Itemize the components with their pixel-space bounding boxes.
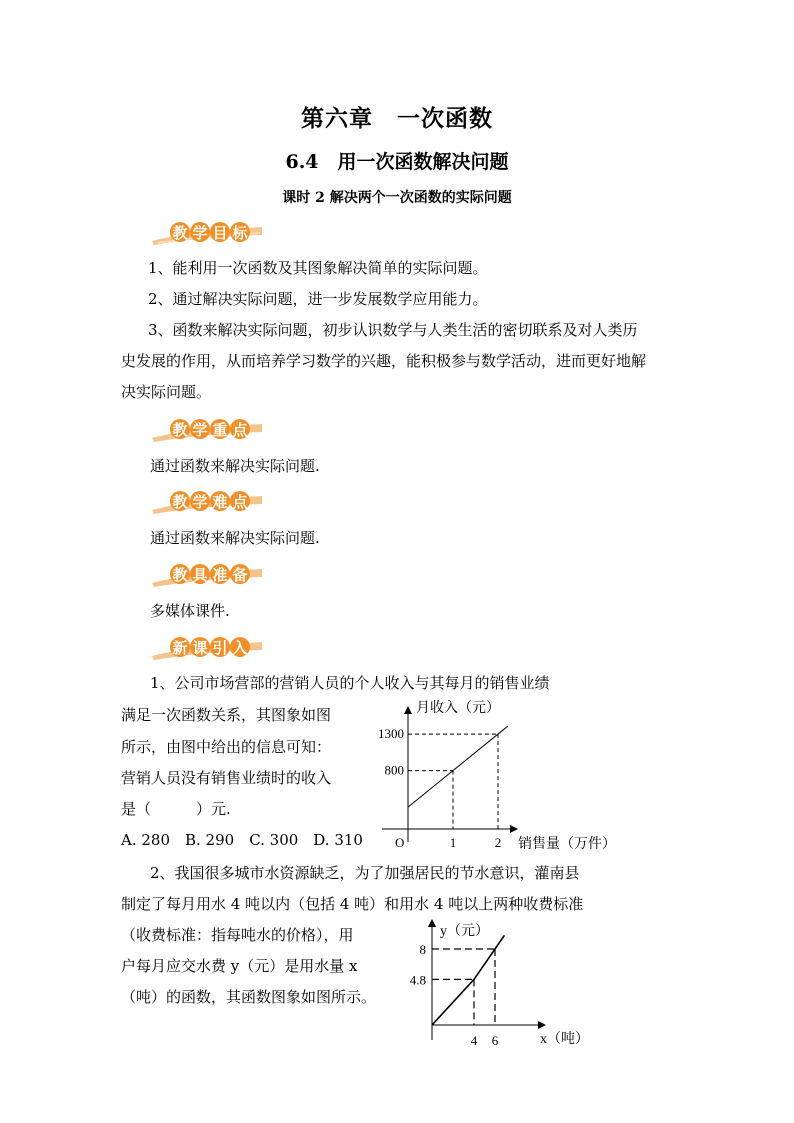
section-title: 6.4 用一次函数解决问题 bbox=[285, 151, 509, 173]
lesson-title: 课时 2 解决两个一次函数的实际问题 bbox=[282, 190, 512, 206]
badge-char: 重 bbox=[212, 421, 228, 439]
badge-char: 学 bbox=[192, 493, 208, 511]
problem2-line: 2、我国很多城市水资源缺乏，为了加强居民的节水意识，灌南县 bbox=[150, 864, 580, 882]
problem1-line: 所示，由图中给出的信息可知： bbox=[121, 738, 332, 756]
badge-char: 新 bbox=[172, 639, 188, 657]
chapter-title: 第六章 一次函数 bbox=[301, 105, 493, 132]
problem2-line: 户每月应交水费 y（元）是用水量 x bbox=[121, 957, 358, 975]
origin-label: O bbox=[395, 835, 405, 850]
badge-char: 学 bbox=[192, 224, 208, 242]
badge-char: 标 bbox=[232, 224, 248, 242]
y-tick-label: 800 bbox=[384, 762, 404, 778]
x-axis-label: x（吨） bbox=[540, 1032, 589, 1047]
badge-char: 备 bbox=[232, 566, 248, 584]
badge-char: 点 bbox=[232, 493, 248, 511]
problem2-line: （吨）的函数，其函数图象如图所示。 bbox=[121, 988, 377, 1006]
problem2-line: （收费标准：指每吨水的价格），用 bbox=[121, 926, 354, 944]
problem1-options: A. 280 B. 290 C. 300 D. 310 bbox=[121, 831, 363, 849]
x-tick-label: 6 bbox=[491, 1033, 499, 1048]
goal-item: 决实际问题。 bbox=[121, 383, 212, 401]
x-tick-label: 2 bbox=[494, 835, 502, 850]
x-axis-arrow-icon bbox=[538, 1021, 546, 1029]
x-tick-label: 1 bbox=[449, 835, 457, 850]
y-tick-label: 4.8 bbox=[409, 972, 426, 988]
goal-item: 2、通过解决实际问题，进一步发展数学应用能力。 bbox=[148, 290, 488, 308]
problem1-line: 营销人员没有销售业绩时的收入 bbox=[121, 769, 332, 787]
y-axis-arrow-icon bbox=[428, 919, 436, 927]
x-axis-label: 销售量（万件） bbox=[518, 837, 616, 852]
section-badge-tools bbox=[150, 559, 280, 589]
y-tick-label: 8 bbox=[419, 942, 426, 957]
badge-char: 引 bbox=[212, 639, 228, 657]
badge-char: 目 bbox=[212, 224, 228, 242]
difficulties-text: 通过函数来解决实际问题. bbox=[150, 529, 320, 547]
section-badge-difficulties bbox=[150, 486, 280, 516]
badge-char: 准 bbox=[212, 566, 228, 584]
badge-char: 学 bbox=[192, 421, 208, 439]
goal-item: 1、能利用一次函数及其图象解决简单的实际问题。 bbox=[148, 259, 488, 277]
problem1-line: 1、公司市场营部的营销人员的个人收入与其每月的销售业绩 bbox=[150, 674, 550, 692]
badge-char: 教 bbox=[172, 566, 188, 584]
tools-text: 多媒体课件. bbox=[150, 602, 230, 620]
badge-char: 课 bbox=[192, 639, 208, 657]
y-axis-label: y（元） bbox=[440, 924, 489, 939]
goal-item: 3、函数来解决实际问题，初步认识数学与人类生活的密切联系及对人类历 bbox=[148, 321, 638, 339]
goal-item: 史发展的作用，从而培养学习数学的兴趣，能积极参与数学活动，进而更好地解 bbox=[121, 352, 647, 370]
problem1-line: 满足一次函数关系，其图象如图 bbox=[121, 706, 332, 724]
problem2-line: 制定了每月用水 4 吨以内（包括 4 吨）和用水 4 吨以上两种收费标准 bbox=[121, 895, 584, 913]
badge-char: 教 bbox=[172, 421, 188, 439]
y-axis-label: 月收入（元） bbox=[416, 701, 500, 716]
problem1-line: 是（ ）元. bbox=[121, 800, 231, 818]
y-axis-arrow-icon bbox=[404, 706, 412, 714]
key-points-text: 通过函数来解决实际问题. bbox=[150, 457, 320, 475]
water-fee-chart bbox=[370, 915, 600, 1055]
section-badge-key-points bbox=[150, 414, 280, 444]
badge-char: 具 bbox=[192, 566, 208, 584]
x-axis-arrow-icon bbox=[510, 825, 518, 833]
section-badge-intro bbox=[150, 632, 280, 662]
y-tick-label: 1300 bbox=[378, 726, 404, 742]
badge-char: 难 bbox=[212, 493, 228, 511]
section-badge-goals bbox=[150, 217, 280, 247]
badge-char: 教 bbox=[172, 224, 188, 242]
series-line bbox=[408, 726, 508, 807]
badge-char: 教 bbox=[172, 493, 188, 511]
income-chart bbox=[370, 692, 630, 857]
x-tick-label: 4 bbox=[470, 1033, 478, 1048]
badge-char: 点 bbox=[232, 421, 248, 439]
badge-char: 入 bbox=[232, 639, 248, 657]
